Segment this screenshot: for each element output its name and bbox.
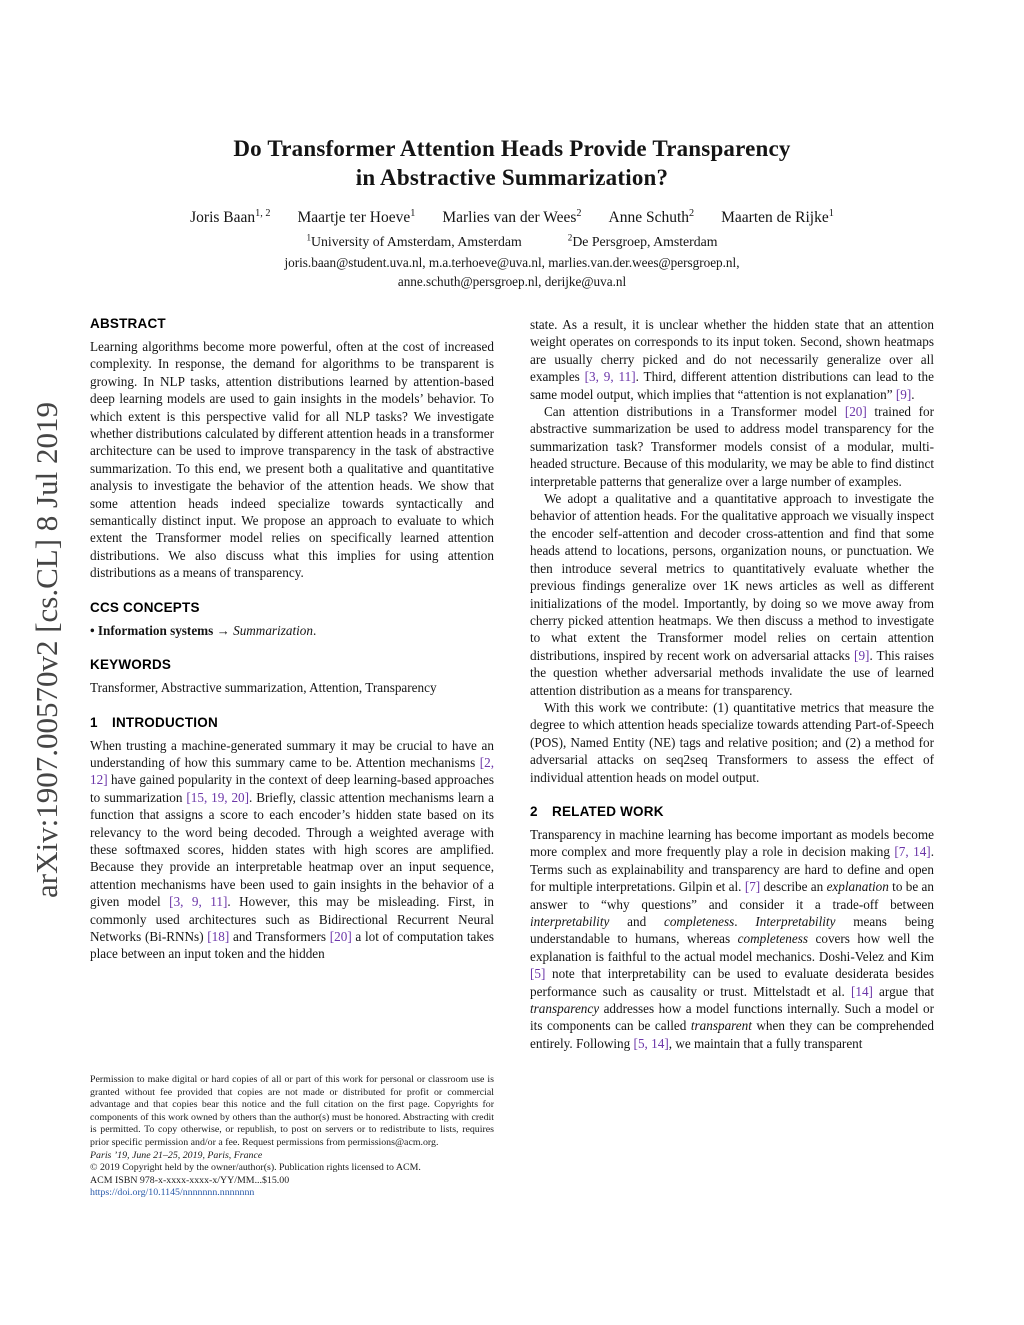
body-paragraph-4: With this work we contribute: (1) quantitative metrics that measure the degree to which attention heads specialize towards attending Part-of-Speech (POS), Named Entity (NE) tags and relative position; and (2) a method for adversarial attacks on seq2seq Transformers to assess the effect of individual attention heads on model output. — [530, 699, 934, 785]
ccs-heading: CCS CONCEPTS — [90, 599, 200, 615]
author — [190, 209, 270, 227]
author — [442, 209, 581, 227]
citation-link[interactable]: [3, 9, 11] — [584, 369, 636, 385]
title-line-1: Do Transformer Attention Heads Provide Transparency — [233, 136, 791, 161]
citation-link[interactable]: [5] — [530, 966, 546, 982]
email-line-2: anne.schuth@persgroep.nl, derijke@uva.nl — [397, 274, 627, 289]
affil-marker: 1 — [306, 232, 311, 243]
author-list — [90, 209, 934, 227]
section-number: 1 — [90, 714, 98, 730]
author-affil-marker: 2 — [576, 207, 582, 219]
author — [609, 209, 695, 227]
author-name: Marlies van der Wees — [442, 209, 577, 226]
affil-name: University of Amsterdam, Amsterdam — [311, 234, 522, 249]
citation-link[interactable]: [9] — [854, 647, 870, 663]
author — [297, 209, 415, 227]
affiliation — [568, 234, 718, 250]
author-name: Maarten de Rijke — [721, 209, 829, 226]
paper-title — [90, 134, 934, 192]
italic-text: explanation — [826, 879, 889, 895]
citation-link[interactable]: [15, 19, 20] — [186, 789, 250, 805]
bold-text: • Information systems — [90, 622, 214, 638]
citation-link[interactable]: [5, 14] — [633, 1035, 669, 1051]
two-column-body — [90, 316, 934, 1200]
italic-text: completeness — [663, 914, 735, 929]
body-paragraph-3: We adopt a qualitative and a quantitative approach to investigate the behavior of attention heads. For the qualitative approach we visually inspect the encoder self-attention and decoder cross-attention and find that some heads attend to locations, persons, organization nouns, or punctuation. We then introduce several metrics to quantitatively evaluate whether the previous findings generalize over 1K news articles as well as different initializations of the model. Importantly, by doing so we move away from cherry picked attention heatmaps. We then discuss a method to investigate to what extent the Transformer model relies on certain attention distributions, inspired by recent work on adversarial attacks [9]. This raises the question whether adversarial methods invalidate the use of learned attention distribution as a means for transparency. — [530, 491, 935, 698]
italic-text: Interpretability — [755, 914, 836, 929]
citation-link[interactable]: [7, 14] — [894, 844, 931, 860]
author-affil-marker: 2 — [689, 207, 695, 219]
title-line-2: in Abstractive Summarization? — [355, 165, 669, 190]
section-title: RELATED WORK — [552, 803, 664, 819]
doi-link[interactable]: https://doi.org/10.1145/nnnnnnn.nnnnnnn — [90, 1187, 255, 1199]
author — [721, 209, 834, 227]
citation-link[interactable]: [14] — [850, 983, 873, 999]
body-paragraph-2: Can attention distributions in a Transformer model [20] trained for abstractive summarization be used to address model transparency for the summarization task? Transformer models consist of a modular, multi-headed structure. Because of this modularity, we may be able to find distinct interpretable patterns that generalize over a large number of examples. — [530, 404, 934, 489]
copyright-block — [90, 1074, 494, 1200]
isbn-line: ACM ISBN 978-x-xxxx-xxxx-x/YY/MM...$15.00 — [90, 1174, 290, 1186]
left-column — [90, 316, 494, 1200]
affiliation-line — [90, 234, 934, 250]
abstract-text: Learning algorithms become more powerful, often at the cost of increased complexity. In response, the demand for algorithms to be transparent is growing. In NLP tasks, attention distributions learned by attention-based deep learning models are used to gain insights in the models’ behavior. To which extent is this perspective valid for all NLP tasks? We investigate whether distributions calculated by different attention heads in a transformer architecture can be used to improve transparency in the task of abstractive summarization. To this end, we present both a qualitative and quantitative analysis to investigate the behavior of the attention heads. We show that some attention heads indeed specialize towards syntactically and semantically distinct input. We propose an approach to evaluate to which extent the Transformer model relies on specifically learned attention distributions. We also discuss what this implies for using attention distributions as a means of transparency. — [90, 339, 494, 581]
section-heading-related-work — [530, 804, 934, 819]
author-name: Maartje ter Hoeve — [297, 209, 411, 226]
author-affil-marker: 1 — [828, 207, 834, 219]
permission-notice: Permission to make digital or hard copies of all or part of this work for personal or classroom use is granted without fee provided that copies are not made or distributed for profit or commercial advantage and that copies bear this notice and the full citation on the first page. Copyrights for components of this work owned by others than the author(s) must be honored. Abstracting with credit is permitted. To copy otherwise, or republish, to post on servers or to redistribute to lists, requires prior specific permission and/or a fee. Request permissions from permissions@acm.org. — [90, 1074, 494, 1149]
section-number: 2 — [530, 803, 538, 819]
affiliation — [306, 234, 521, 250]
venue-line: Paris ’19, June 21–25, 2019, Paris, France — [90, 1149, 263, 1161]
related-work-paragraph: Transparency in machine learning has become important as models become more complex and more frequently play a role in decision making [7, 14]. Terms such as explainability and transparency are hard to define and open for multiple interpretations. Gilpin et al. [7] describe an explanation to be an answer to “why questions” and consider it a trade-off between interpretability and completeness. Interpretability means being understandable to humans, whereas completeness covers how well the explanation is faithful to the actual model mechanics. Doshi-Velez and Kim [5] note that interpretability can be used to evaluate desiderata besides performance such as causality or trust. Mittelstadt et al. [14] argue that transparency addresses how a model functions internally. Such a model or its components can be called transparent when they can be comprehended entirely. Following [5, 14], we maintain that a fully transparent — [530, 826, 935, 1051]
affil-name: De Persgroep, Amsterdam — [572, 234, 718, 249]
italic-text: transparent — [690, 1018, 752, 1034]
email-line-1: joris.baan@student.uva.nl, m.a.terhoeve@uva.nl, marlies.van.der.wees@persgroep.nl, — [284, 255, 740, 270]
arxiv-watermark: arXiv:1907.00570v2 [cs.CL] 8 Jul 2019 — [29, 402, 64, 898]
citation-link[interactable]: [2, 12] — [90, 754, 494, 788]
abstract-heading: ABSTRACT — [90, 316, 166, 331]
italic-text: completeness — [737, 931, 808, 947]
italic-text: Summarization — [233, 622, 313, 638]
right-column — [530, 316, 934, 1200]
author-name: Joris Baan — [190, 209, 256, 226]
email-block — [90, 253, 934, 291]
italic-text: interpretability — [530, 914, 610, 929]
citation-link[interactable]: [20] — [329, 928, 352, 944]
citation-link[interactable]: [18] — [207, 928, 230, 944]
affil-marker: 2 — [567, 232, 573, 243]
ccs-concepts-line: • Information systems → Summarization. — [90, 622, 317, 638]
author-affil-marker: 1 — [410, 207, 416, 219]
author-affil-marker: 1, 2 — [255, 207, 271, 219]
body-paragraph-1: state. As a result, it is unclear whether the hidden state that an attention weight operates on corresponds to its input token. Second, shown heatmaps are usually cherry picked and do not necessarily generalize over all examples [3, 9, 11]. Third, different attention distributions can lead to the same model output, which implies that “attention is not explanation” [9]. — [530, 317, 934, 402]
copyright-line: © 2019 Copyright held by the owner/author(s). Publication rights licensed to ACM. — [90, 1162, 421, 1174]
keywords-text: Transformer, Abstractive summarization, Attention, Transparency — [90, 680, 437, 696]
author-name: Anne Schuth — [608, 209, 690, 226]
italic-text: transparency — [530, 1001, 600, 1017]
citation-link[interactable]: [20] — [844, 404, 867, 420]
citation-link[interactable]: [7] — [744, 879, 761, 895]
keywords-heading: KEYWORDS — [90, 657, 172, 673]
section-title: INTRODUCTION — [112, 714, 218, 730]
citation-link[interactable]: [3, 9, 11] — [169, 894, 228, 910]
section-heading-introduction — [90, 715, 494, 730]
citation-link[interactable]: [9] — [895, 386, 912, 402]
intro-paragraph: When trusting a machine-generated summary it may be crucial to have an understanding of how this summary came to be. Attention mechanisms [2, 12] have gained popularity in the context of deep learning-based approaches to summarization [15, 19, 20]. Briefly, classic attention mechanisms learn a function that assigns a score to each encoder’s hidden state based on its relevancy to the word being decoded. Through a weighted average with these softmaxed scores, hidden states with high scores are amplified. Because they provide an interpretable heatmap over an input sequence, attention mechanisms have been used to gain insights in the behavior of a given model [3, 9, 11]. However, this may be misleading. First, in commonly used architectures such as Bidirectional Recurrent Neural Networks (Bi-RNNs) [18] and Transformers [20] a lot of computation takes place between an input token and the hidden — [90, 737, 495, 962]
